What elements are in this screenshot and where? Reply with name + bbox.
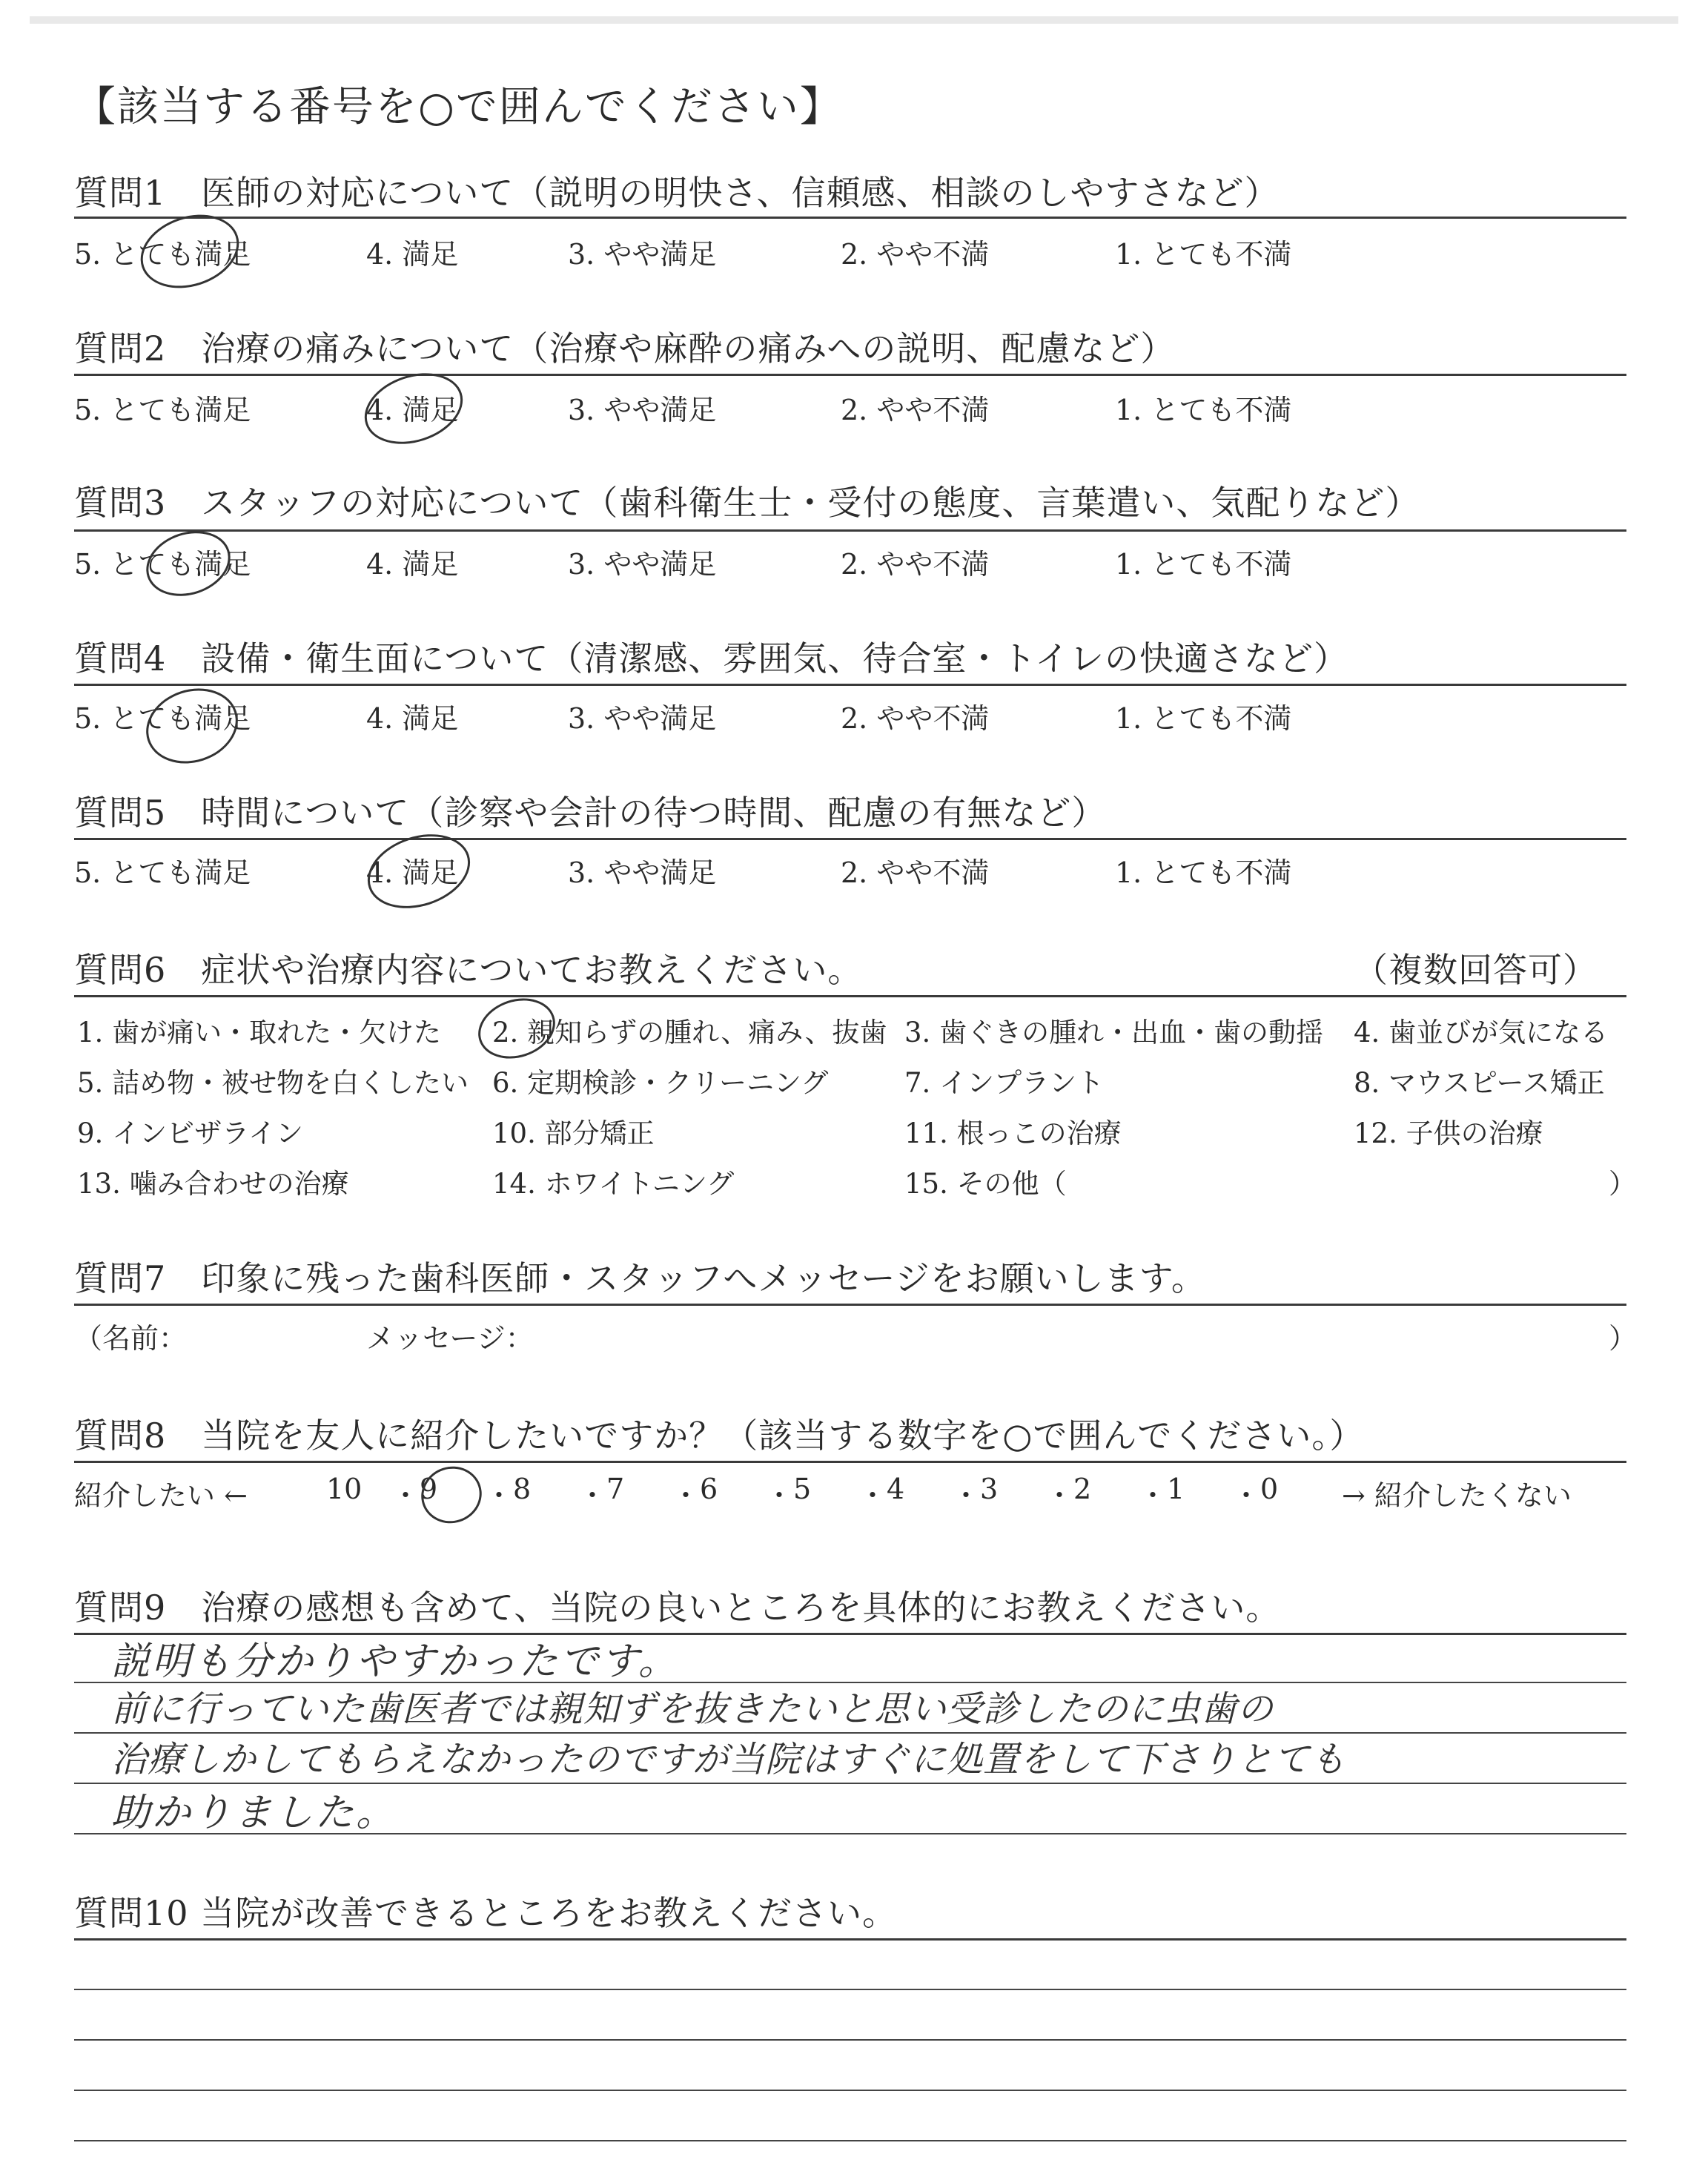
q5-title: 質問5 時間について（診察や会計の待つ時間、配慮の有無など） <box>74 793 1107 833</box>
q4-option-2[interactable]: 2. やや不満 <box>841 702 990 735</box>
q8-scale-separator: ・ <box>1139 1479 1168 1512</box>
q7-close-paren: ） <box>1609 1322 1638 1355</box>
q6-option-7[interactable]: 7. インプラント <box>904 1067 1105 1099</box>
q8-answer-circle <box>414 1459 489 1531</box>
q3-rule <box>74 529 1626 532</box>
q8-left-label: 紹介したい ← <box>74 1479 248 1512</box>
q8-scale-value[interactable]: 10 <box>326 1473 363 1505</box>
q3-option-2[interactable]: 2. やや不満 <box>841 548 990 581</box>
q8-rule <box>74 1461 1626 1463</box>
q9-answer-text-2: 前に行っていた歯医者では親知ずを抜きたいと思い受診したのに虫歯の <box>111 1688 1274 1730</box>
q8-scale-separator: ・ <box>672 1479 701 1512</box>
q8-scale-value[interactable]: 1 <box>1167 1473 1185 1505</box>
q7-message-label: メッセージ： <box>366 1322 534 1355</box>
q8-scale-value[interactable]: 8 <box>513 1473 532 1505</box>
q8-scale-separator: ・ <box>858 1479 887 1512</box>
q6-note: （複数回答可） <box>1354 950 1598 990</box>
q1-option-5[interactable]: 5. とても満足 <box>74 238 251 271</box>
q1-option-2[interactable]: 2. やや不満 <box>841 238 990 271</box>
q8-scale-separator: ・ <box>765 1479 794 1512</box>
q6-option-3[interactable]: 3. 歯ぐきの腫れ・出血・歯の動揺 <box>904 1017 1324 1048</box>
q3-option-3[interactable]: 3. やや満足 <box>568 548 717 581</box>
q10-answer-line-3 <box>74 2090 1626 2091</box>
q2-option-3[interactable]: 3. やや満足 <box>568 394 717 426</box>
q1-rule <box>74 217 1626 219</box>
q6-option-12[interactable]: 12. 子供の治療 <box>1354 1117 1543 1149</box>
q5-rule <box>74 838 1626 840</box>
q6-option-8[interactable]: 8. マウスピース矯正 <box>1354 1067 1605 1099</box>
q8-scale-value[interactable]: 2 <box>1073 1473 1092 1505</box>
q4-option-4[interactable]: 4. 満足 <box>366 702 459 735</box>
q1-title: 質問1 医師の対応について（説明の明快さ、信頼感、相談のしやすさなど） <box>74 173 1280 213</box>
q3-option-5[interactable]: 5. とても満足 <box>74 548 251 581</box>
q6-option-2[interactable]: 2. 親知らずの腫れ、痛み、抜歯 <box>492 1017 887 1048</box>
q5-option-5[interactable]: 5. とても満足 <box>74 856 251 889</box>
q3-option-1[interactable]: 1. とても不満 <box>1115 548 1292 581</box>
q8-scale-value[interactable]: 9 <box>420 1473 438 1505</box>
q6-option-15[interactable]: 15. その他（ <box>904 1168 1067 1200</box>
q8-scale-value[interactable]: 4 <box>887 1473 905 1505</box>
q8-scale-value[interactable]: 6 <box>700 1473 718 1505</box>
q5-answer-circle <box>358 822 480 920</box>
q5-option-2[interactable]: 2. やや不満 <box>841 856 990 889</box>
q2-option-2[interactable]: 2. やや不満 <box>841 394 990 426</box>
q6-other-close-paren: ） <box>1609 1168 1636 1200</box>
q6-option-13[interactable]: 13. 噛み合わせの治療 <box>77 1168 349 1200</box>
q2-rule <box>74 374 1626 376</box>
q5-option-4[interactable]: 4. 満足 <box>366 856 459 889</box>
q7-title: 質問7 印象に残った歯科医師・スタッフへメッセージをお願いします。 <box>74 1258 1206 1298</box>
q8-scale-separator: ・ <box>391 1479 420 1512</box>
q6-rule <box>74 995 1626 997</box>
q6-option-14[interactable]: 14. ホワイトニング <box>492 1168 735 1200</box>
q5-option-1[interactable]: 1. とても不満 <box>1115 856 1292 889</box>
q4-option-5[interactable]: 5. とても満足 <box>74 702 251 735</box>
q10-answer-line-4 <box>74 2140 1626 2141</box>
q9-answer-text-3: 治療しかしてもらえなかったのですが当院はすぐに処置をして下さりとても <box>111 1739 1347 1780</box>
q10-rule <box>74 1938 1626 1941</box>
q6-title: 質問6 症状や治療内容についてお教えください。 <box>74 950 863 990</box>
q1-option-4[interactable]: 4. 満足 <box>366 238 459 271</box>
q9-answer-text-4: 助かりました。 <box>111 1791 397 1835</box>
q7-name-label: （名前： <box>74 1322 188 1355</box>
q8-scale-separator: ・ <box>1045 1479 1074 1512</box>
q6-option-6[interactable]: 6. 定期検診・クリーニング <box>492 1067 829 1099</box>
q1-option-3[interactable]: 3. やや満足 <box>568 238 717 271</box>
q8-title: 質問8 当院を友人に紹介したいですか？（該当する数字を○で囲んでください。） <box>74 1416 1365 1456</box>
q8-scale-value[interactable]: 3 <box>980 1473 999 1505</box>
q8-right-label: → 紹介したくない <box>1342 1479 1572 1512</box>
q8-scale-separator: ・ <box>952 1479 981 1512</box>
q4-option-3[interactable]: 3. やや満足 <box>568 702 717 735</box>
q8-scale-value[interactable]: 0 <box>1260 1473 1279 1505</box>
q10-answer-line-1 <box>74 1989 1626 1990</box>
q8-scale-separator: ・ <box>578 1479 607 1512</box>
q7-rule <box>74 1304 1626 1306</box>
q6-option-10[interactable]: 10. 部分矯正 <box>492 1117 655 1149</box>
q4-title: 質問4 設備・衛生面について（清潔感、雰囲気、待合室・トイレの快適さなど） <box>74 638 1349 678</box>
q1-option-1[interactable]: 1. とても不満 <box>1115 238 1292 271</box>
q2-option-4[interactable]: 4. 満足 <box>366 394 459 426</box>
q8-scale-value[interactable]: 5 <box>793 1473 812 1505</box>
q6-option-1[interactable]: 1. 歯が痛い・取れた・欠けた <box>77 1017 442 1048</box>
q6-answer-circle <box>471 989 563 1069</box>
q5-option-3[interactable]: 3. やや満足 <box>568 856 717 889</box>
q2-title: 質問2 治療の痛みについて（治療や麻酔の痛みへの説明、配慮など） <box>74 328 1176 369</box>
scan-top-edge <box>30 16 1678 24</box>
q6-option-4[interactable]: 4. 歯並びが気になる <box>1354 1017 1609 1048</box>
q4-answer-circle <box>136 677 248 775</box>
q8-scale-separator: ・ <box>485 1479 514 1512</box>
q9-answer-text-1: 説明も分かりやすかったです。 <box>111 1639 679 1684</box>
q2-option-1[interactable]: 1. とても不満 <box>1115 394 1292 426</box>
q6-option-11[interactable]: 11. 根っこの治療 <box>904 1117 1122 1149</box>
q10-title: 質問10 当院が改善できるところをお教えください。 <box>74 1893 898 1933</box>
q3-option-4[interactable]: 4. 満足 <box>366 548 459 581</box>
q8-scale-separator: ・ <box>1232 1479 1261 1512</box>
q8-scale-value[interactable]: 7 <box>606 1473 625 1505</box>
q3-title: 質問3 スタッフの対応について（歯科衛生士・受付の態度、言葉遣い、気配りなど） <box>74 483 1420 523</box>
q4-rule <box>74 684 1626 686</box>
q4-option-1[interactable]: 1. とても不満 <box>1115 702 1292 735</box>
q2-option-5[interactable]: 5. とても満足 <box>74 394 251 426</box>
q6-option-9[interactable]: 9. インビザライン <box>77 1117 303 1149</box>
q10-answer-line-2 <box>74 2039 1626 2041</box>
q3-answer-circle <box>138 521 239 607</box>
q6-option-5[interactable]: 5. 詰め物・被せ物を白くしたい <box>77 1067 469 1099</box>
q9-title: 質問9 治療の感想も含めて、当院の良いところを具体的にお教えください。 <box>74 1588 1281 1628</box>
instruction-header: 【該当する番号を○で囲んでください】 <box>74 83 843 131</box>
